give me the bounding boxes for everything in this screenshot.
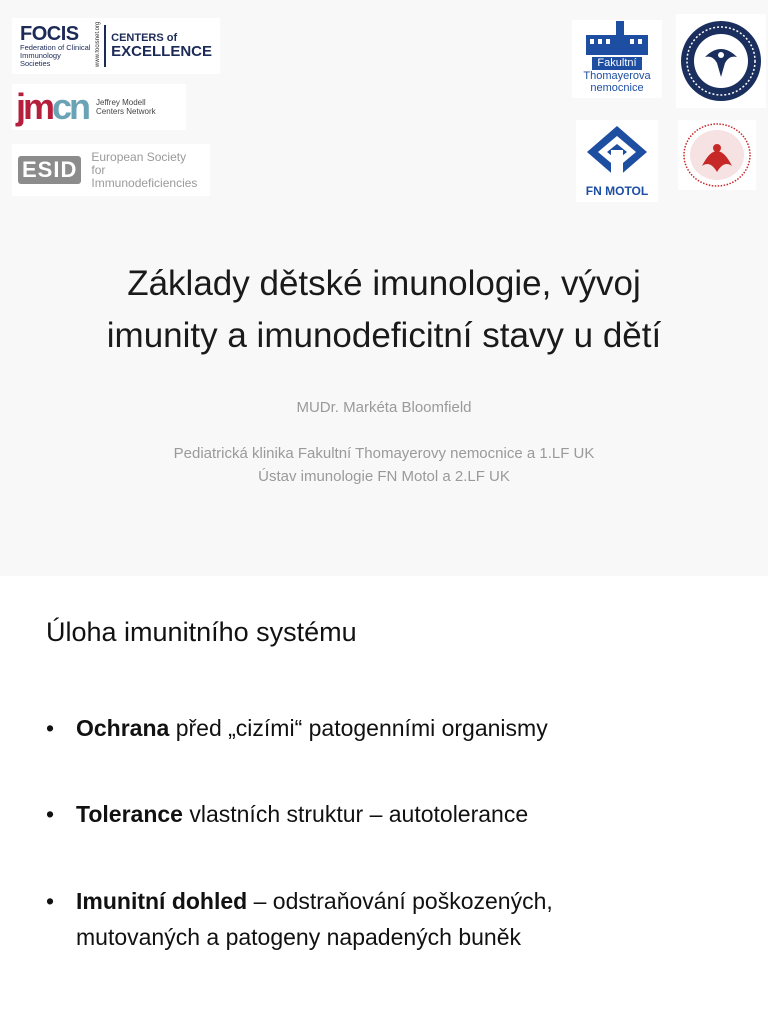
bullet-item <box>46 710 746 746</box>
university-seal-logo <box>676 14 766 108</box>
title-line2: imunity a imunodeficitní stavy u dětí <box>106 316 662 355</box>
motol-label: FN MOTOL <box>585 184 649 198</box>
university-seal-icon <box>679 19 763 103</box>
jmcn-mark-jm: jm <box>16 86 53 127</box>
title-line1: Základy dětské imunologie, vývoj <box>127 264 641 303</box>
jmcn-logo <box>12 84 186 130</box>
bullet-rest: před „cizími“ patogenními organismy <box>169 715 548 741</box>
esid-text-line2: for Immunodeficiencies <box>91 162 198 190</box>
focis-coe-line1: CENTERS of <box>111 32 178 44</box>
bullet-bold: Tolerance <box>76 801 183 827</box>
bullet-symbol: • <box>46 888 55 914</box>
focis-name: FOCIS <box>20 23 79 45</box>
motol-logo <box>576 120 658 202</box>
faculty-seal-logo <box>678 120 756 190</box>
hospital-building-icon <box>580 21 654 55</box>
bullet-text <box>76 883 646 955</box>
content-slide-title: Úloha imunitního systému <box>46 617 357 647</box>
motol-diamond-icon <box>585 124 649 180</box>
bullet-symbol: • <box>46 801 55 827</box>
focis-subtitle-line2: Immunology Societies <box>20 51 61 68</box>
focis-divider <box>104 25 106 67</box>
bullet-bold: Imunitní dohled <box>76 888 248 914</box>
ftn-line3: nemocnice <box>590 82 644 94</box>
focis-subtitle-line1: Federation of Clinical <box>20 43 91 52</box>
bullet-symbol: • <box>46 715 55 741</box>
focis-logo <box>12 18 220 74</box>
focis-coe-line2: EXCELLENCE <box>111 43 212 60</box>
bullet-text <box>76 796 528 832</box>
esid-logo <box>12 144 210 196</box>
focis-website: www.focisnet.org <box>95 21 102 67</box>
content-slide <box>0 576 768 1024</box>
ftn-logo <box>572 20 662 98</box>
bullet-rest: vlastních struktur – autotolerance <box>182 801 529 827</box>
jmcn-mark-cn: cn <box>52 86 89 127</box>
bullet-item <box>46 883 646 955</box>
bullet-item <box>46 796 746 832</box>
pelican-seal-icon <box>682 122 752 188</box>
affiliation-line1: Pediatrická klinika Fakultní Thomayerovy nemocnice a 1.LF UK <box>173 445 595 462</box>
author: MUDr. Markéta Bloomfield <box>296 399 472 416</box>
affiliation-line2: Ústav imunologie FN Motol a 2.LF UK <box>258 468 510 485</box>
jmcn-text-line2: Centers Network <box>96 107 156 116</box>
bullet-rest: – odstraňování poškozených, mutovaných a patogeny napadených buněk <box>76 888 553 950</box>
bullet-text <box>76 710 548 746</box>
ftn-line1: Fakultní <box>592 57 641 70</box>
esid-text-line1: European Society <box>91 149 187 164</box>
esid-mark: ESID <box>18 156 81 184</box>
jmcn-text-line1: Jeffrey Modell <box>96 98 146 107</box>
ftn-line2: Thomayerova <box>583 70 651 82</box>
bullet-bold: Ochrana <box>76 715 170 741</box>
